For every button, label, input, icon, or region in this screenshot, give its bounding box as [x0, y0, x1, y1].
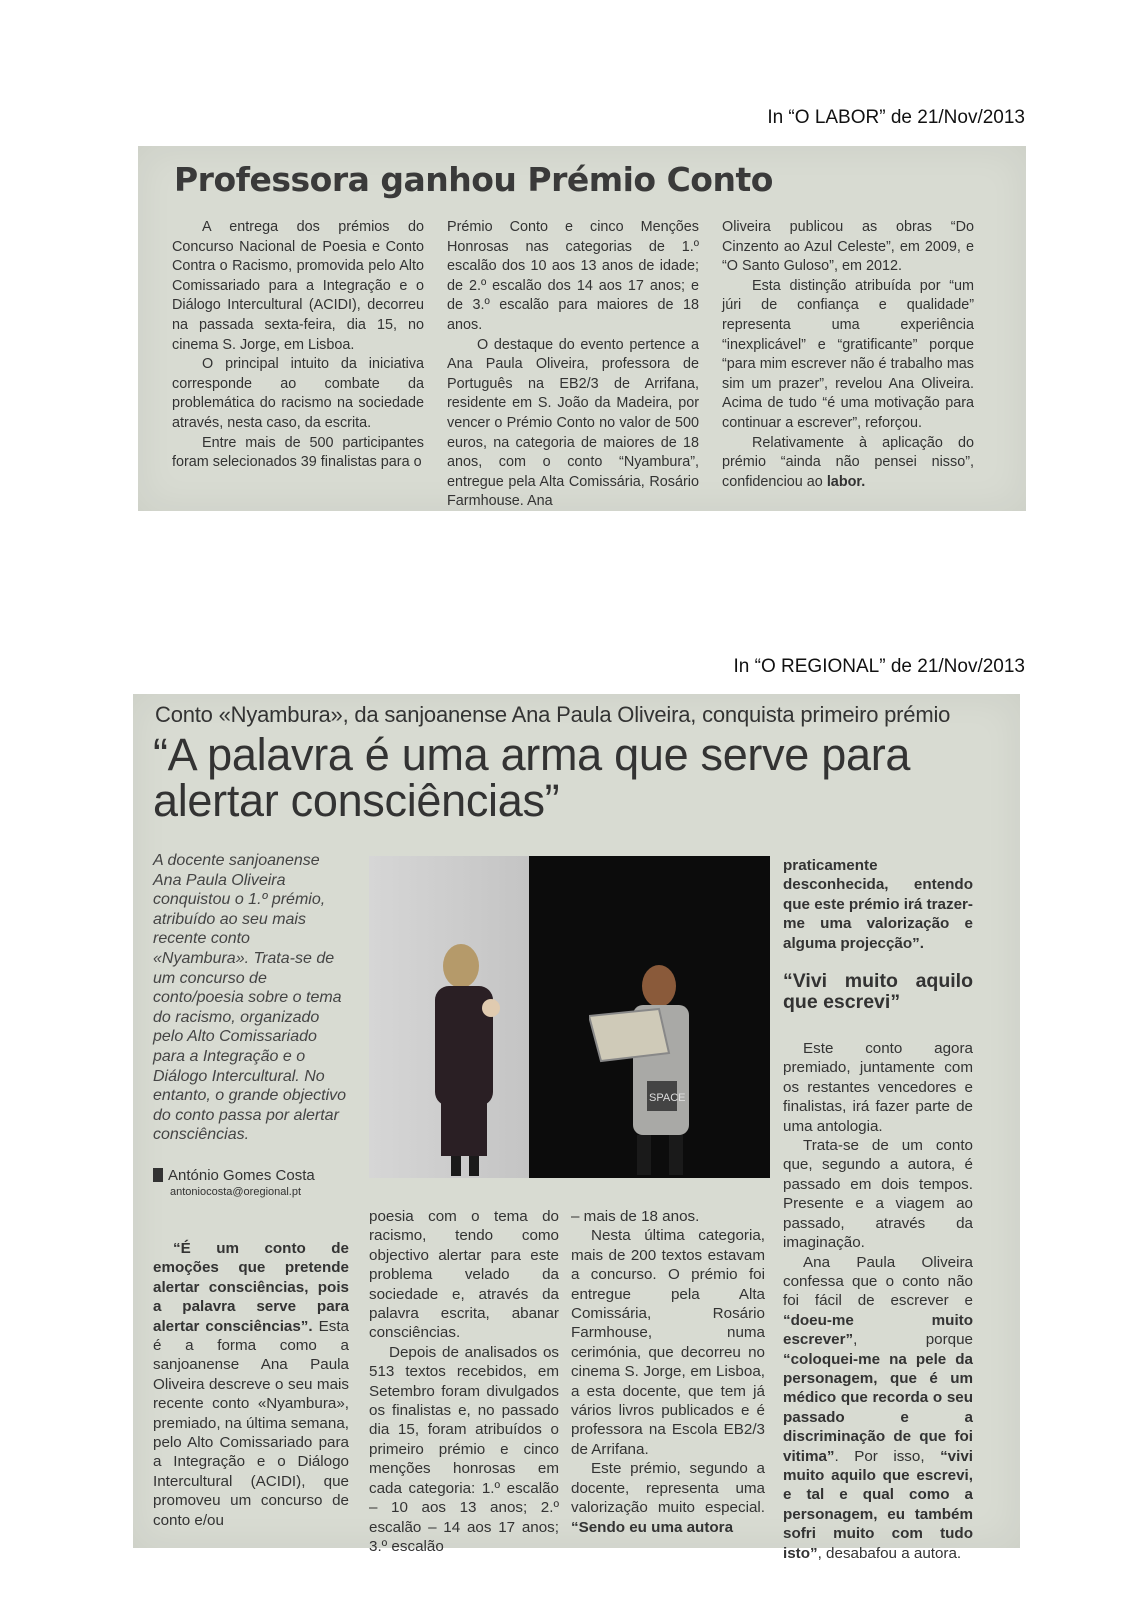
paragraph: A entrega dos prémios do Concurso Nacional de Poesia e Conto Contra o Racismo, promovida pelo Alto Comissariado para a Integração e o Diálogo Intercultural (ACIDI), decorreu na passada sexta-feira, dia 15, no cinema S. Jorge, em Lisboa. — [172, 219, 424, 353]
subheading: “Vivi muito aquilo que escrevi” — [783, 970, 973, 1014]
article-column-3 — [571, 1207, 765, 1537]
paragraph-text: Relativamente à aplicação do prémio “ainda não pensei nisso”, confidenciou ao — [722, 434, 974, 490]
paragraph-text: . Por isso, — [834, 1447, 925, 1465]
paragraph: O principal intuito da iniciativa corresponde ao combate da problemática do racismo na sociedade através, nesta caso, da escrita. — [172, 356, 424, 431]
paragraph: O destaque do evento pertence a Ana Paula Oliveira, professora de Português na EB2/3 de Arrifana, residente em S. João da Madeira, por vencer o Prémio Conto no valor de 500 euros, na categoria de maiores de 18 anos, com o conto “Nyambura”, entregue pela Alta Comissária, Rosário Farmhouse. Ana — [447, 336, 699, 510]
paragraph: poesia com o tema do racismo, tendo como objectivo alertar para este problema velado da sociedade e, através da palavra escrita, abanar consciências. — [369, 1208, 559, 1342]
kicker: Conto «Nyambura», da sanjoanense Ana Paula Oliveira, conquista primeiro prémio — [155, 702, 951, 727]
paragraph-text: Este prémio, segundo a docente, representa uma valorização muito especial. — [571, 1460, 765, 1517]
paragraph: Entre mais de 500 participantes foram selecionados 39 finalistas para o — [172, 434, 424, 471]
quote-text: “coloquei-me na pele da personagem, que é um médico que recorda o seu passado e a discriminação de que foi vitima” — [783, 1350, 973, 1465]
newspaper-name: labor. — [826, 473, 866, 490]
quote-text: praticamente desconhecida, entendo que este prémio irá trazer-me uma valorização e alguma projecção”. — [783, 857, 973, 952]
author-name: António Gomes Costa — [168, 1167, 315, 1184]
article-column-4 — [783, 856, 973, 1563]
paragraph-text: , desabafou a autora. — [817, 1544, 962, 1562]
paragraph-text: Esta é a forma como a sanjoanense Ana Paula Oliveira descreve o seu mais recente conto «Nyambura», premiado, na última semana, pelo Alto Comissariado para a Integração e o Diálogo Intercultural (ACIDI), que promoveu um concurso de conto e/ou — [153, 1317, 349, 1529]
source-label-o-regional: In “O REGIONAL” de 21/Nov/2013 — [733, 656, 1025, 677]
paragraph — [153, 1239, 349, 1530]
source-label-o-labor: In “O LABOR” de 21/Nov/2013 — [767, 107, 1025, 128]
clipping-o-regional — [133, 694, 1020, 1562]
paragraph: – mais de 18 anos. — [571, 1208, 700, 1225]
person-figure-right — [589, 961, 709, 1176]
byline-square-icon — [153, 1168, 163, 1182]
quote-text: “doeu-me muito escrever” — [783, 1311, 973, 1349]
paragraph-text: , porque — [853, 1331, 973, 1349]
author-email: antoniocosta@oregional.pt — [170, 1186, 302, 1198]
paragraph — [571, 1459, 765, 1537]
article-column-2 — [369, 1207, 559, 1556]
clipping-o-labor — [138, 146, 1026, 511]
article-column-2 — [447, 218, 699, 512]
paragraph: Prémio Conto e cinco Menções Honrosas nas categorias de 1.º escalão dos 10 aos 13 anos de idade; de 2.º escalão dos 14 aos 17 anos; e de 3.º escalão para maiores de 18 anos. — [447, 219, 699, 333]
paragraph: Este conto agora premiado, juntamente com os restantes vencedores e finalistas, irá fazer parte de uma antologia. — [783, 1040, 973, 1135]
person-figure-left — [421, 936, 511, 1176]
article-title: Professora ganhou Prémio Conto — [174, 160, 773, 199]
article-column-3 — [722, 218, 974, 492]
article-photo — [369, 856, 770, 1178]
paragraph: Oliveira publicou as obras “Do Cinzento ao Azul Celeste”, em 2009, e “O Santo Guloso”, em 2012. — [722, 219, 974, 275]
paragraph: Depois de analisados os 513 textos recebidos, em Setembro foram divulgados os finalistas e, no passado dia 15, foram atribuídos o primeiro prémio e cinco menções honrosas em cada categoria: 1.º escalão – 10 aos 13 anos; 2.º escalão – 14 aos 17 anos; 3.º escalão — [369, 1343, 559, 1555]
photo-bag-text: SPACE — [649, 1092, 686, 1104]
paragraph: Nesta última categoria, mais de 200 textos estavam a concurso. O prémio foi entregue pela Alta Comissária, Rosário Farmhouse, numa cerimónia, que decorreu no cinema S. Jorge, em Lisboa, a esta docente, que tem já vários livros publicados e é professora na Escola EB2/3 de Arrifana. — [571, 1227, 765, 1458]
paragraph — [783, 1253, 973, 1564]
paragraph: Trata-se de um conto que, segundo a autora, é passado em dois tempos. Presente e a viagem ao passado, através da imaginação. — [783, 1137, 973, 1252]
article-column-1 — [172, 218, 424, 473]
paragraph-text: Ana Paula Oliveira confessa que o conto não foi fácil de escrever e — [783, 1253, 973, 1310]
quote-text: “Sendo eu uma autora — [571, 1518, 734, 1536]
quote-text: “vivi muito aquilo que escrevi, e tal e qual como a personagem, eu também sofri muito com tudo isto” — [783, 1447, 973, 1562]
paragraph — [722, 434, 974, 493]
article-column-1 — [153, 1239, 349, 1530]
pull-quote: “É um conto de emoções que pretende alertar consciências, pois a palavra serve para alertar consciências”. — [153, 1240, 349, 1335]
lead-paragraph: A docente sanjoanense Ana Paula Oliveira conquistou o 1.º prémio, atribuído ao seu mais recente conto «Nyambura». Trata-se de um concurso de conto/poesia sobre o tema do racismo, organizado pelo Alto Comissariado para a Integração e o Diálogo Intercultural. No entanto, o grande objectivo do conto passa por alertar consciências. — [153, 852, 347, 1144]
headline: “A palavra é uma arma que serve para alertar consciências” — [153, 729, 911, 826]
paragraph — [783, 856, 973, 953]
byline — [153, 1167, 315, 1184]
paragraph: Esta distinção atribuída por “um júri de confiança e qualidade” representa uma experiência “inexplicável” e “gratificante” porque “para mim escrever não é trabalho mas sim um prazer”, revelou Ana Oliveira. Acima de tudo “é uma motivação para continuar a escrever”, reforçou. — [722, 277, 974, 431]
